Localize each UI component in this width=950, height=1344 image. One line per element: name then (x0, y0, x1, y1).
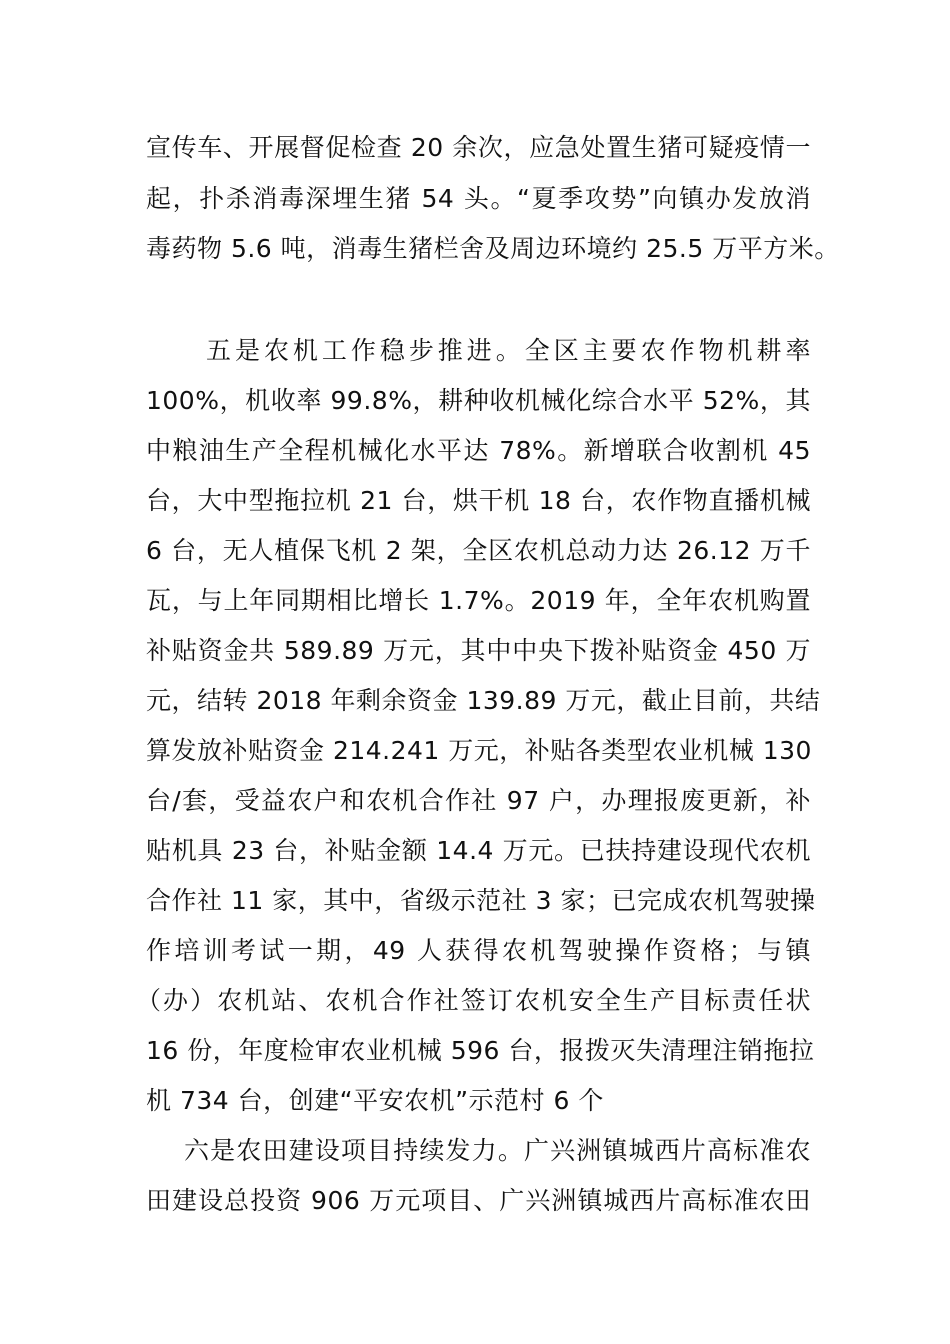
paragraph-line: 宣传车、开展督促检查 20 余次，应急处置生猪可疑疫情一 (146, 133, 811, 162)
paragraph-line: 瓦，与上年同期相比增长 1.7%。2019 年，全年农机购置 (146, 586, 811, 615)
paragraph-line: 100%，机收率 99.8%，耕种收机械化综合水平 52%，其 (146, 386, 811, 415)
paragraph-first-line: 五是农机工作稳步推进。全区主要农作物机耕率 (206, 336, 811, 365)
paragraph-line: 中粮油生产全程机械化水平达 78%。新增联合收割机 45 (146, 436, 811, 465)
paragraph-line: 贴机具 23 台，补贴金额 14.4 万元。已扶持建设现代农机 (146, 836, 811, 865)
paragraph-line: 田建设总投资 906 万元项目、广兴洲镇城西片高标准农田 (146, 1186, 811, 1215)
paragraph-line: 16 份，年度检审农业机械 596 台，报拨灭失清理注销拖拉 (146, 1036, 815, 1065)
paragraph-line: 元，结转 2018 年剩余资金 139.89 万元，截止目前，共结 (146, 686, 821, 715)
paragraph-line: 机 734 台，创建“平安农机”示范村 6 个 (146, 1086, 604, 1115)
paragraph-line: 起，扑杀消毒深埋生猪 54 头。“夏季攻势”向镇办发放消 (146, 184, 811, 213)
paragraph-line: 作培训考试一期，49 人获得农机驾驶操作资格；与镇 (146, 936, 811, 965)
paragraph-line: 算发放补贴资金 214.241 万元，补贴各类型农业机械 130 (146, 736, 812, 765)
paragraph-line: 6 台，无人植保飞机 2 架，全区农机总动力达 26.12 万千 (146, 536, 811, 565)
paragraph-line: 补贴资金共 589.89 万元，其中中央下拨补贴资金 450 万 (146, 636, 811, 665)
paragraph-line: 合作社 11 家，其中，省级示范社 3 家；已完成农机驾驶操 (146, 886, 816, 915)
paragraph-line: 台/套，受益农户和农机合作社 97 户，办理报废更新，补 (146, 786, 811, 815)
paragraph-line: （办）农机站、农机合作社签订农机安全生产目标责任状 (136, 986, 811, 1015)
paragraph-first-line: 六是农田建设项目持续发力。广兴洲镇城西片高标准农 (184, 1136, 811, 1165)
paragraph-line: 毒药物 5.6 吨，消毒生猪栏舍及周边环境约 25.5 万平方米。 (146, 234, 840, 263)
paragraph-line: 台，大中型拖拉机 21 台，烘干机 18 台，农作物直播机械 (146, 486, 811, 515)
